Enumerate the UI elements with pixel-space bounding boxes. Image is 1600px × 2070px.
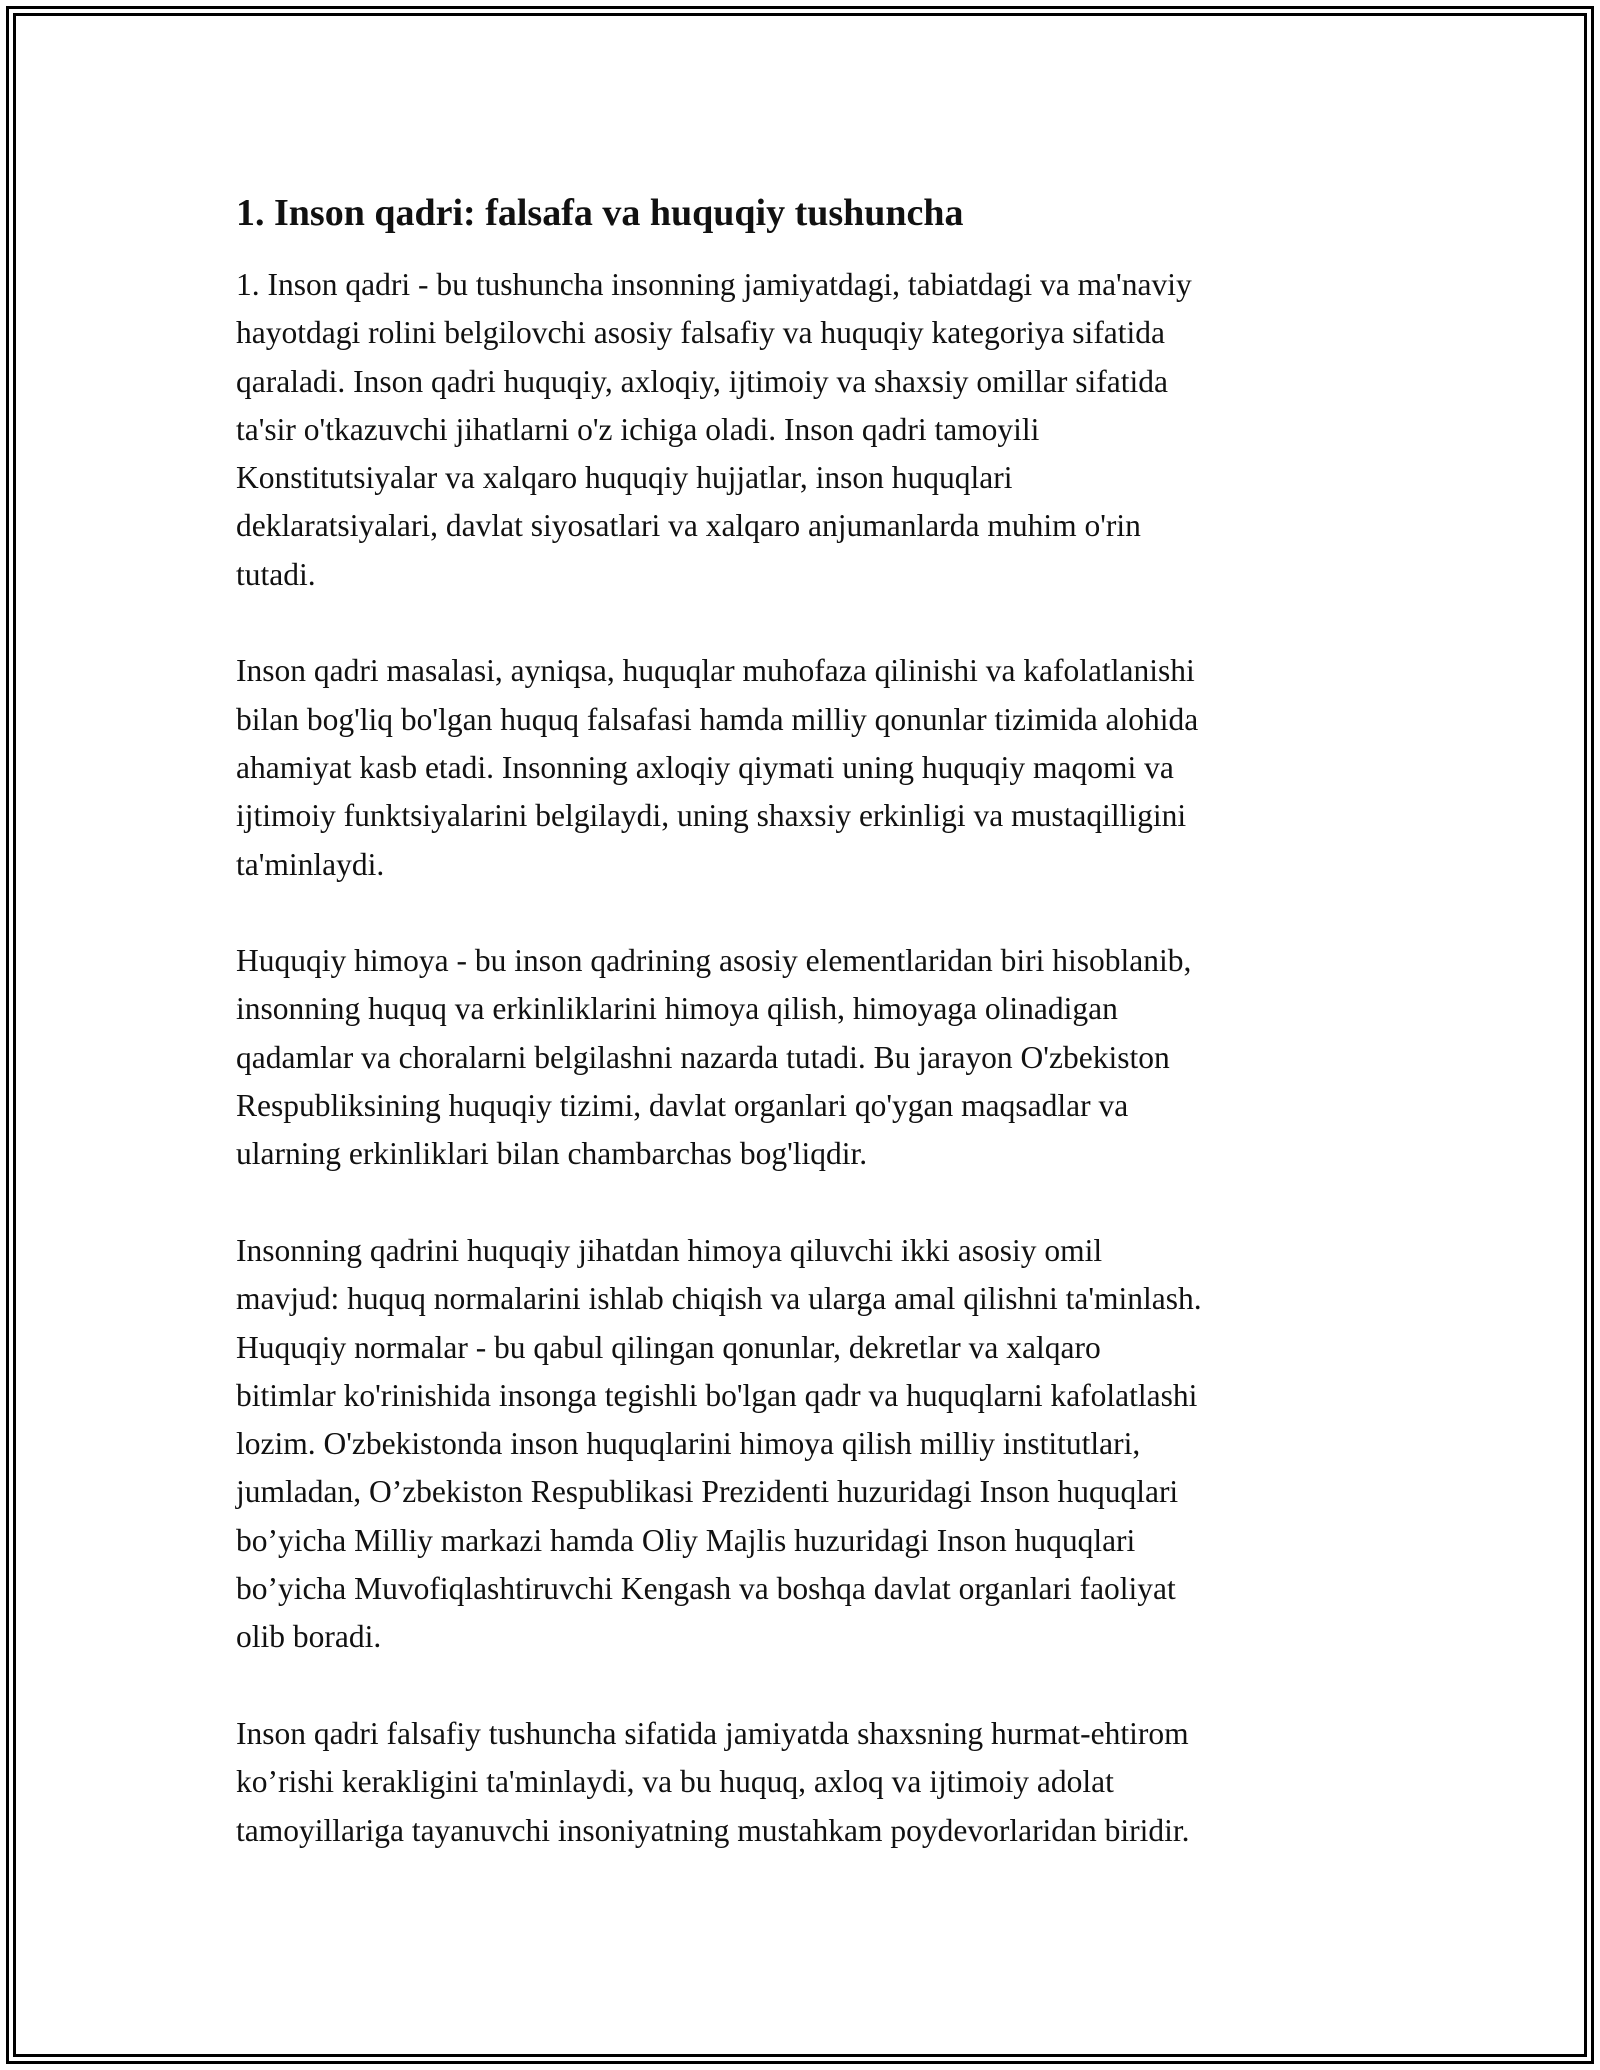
text-line: tutadi. (236, 556, 316, 592)
paragraph-5 (236, 1710, 1371, 1855)
text-line: lozim. O'zbekistonda inson huquqlarini himoya qilish milliy institutlari, (236, 1426, 1141, 1462)
text-line: Huquqiy himoya - bu inson qadrining asosiy elementlaridan biri hisoblanib, (236, 943, 1192, 979)
text-line: Respubliksining huquqiy tizimi, davlat organlari qo'ygan maqsadlar va (236, 1088, 1129, 1124)
paragraph-3 (236, 937, 1371, 1178)
text-line: 1. Inson qadri - bu tushuncha insonning jamiyatdagi, tabiatdagi va ma'naviy (236, 267, 1192, 302)
text-line: bo’yicha Muvofiqlashtiruvchi Kengash va boshqa davlat organlari faoliyat (236, 1571, 1176, 1607)
text-line: Inson qadri masalasi, ayniqsa, huquqlar muhofaza qilinishi va kafolatlanishi (236, 653, 1195, 689)
document-body (236, 187, 1371, 1855)
text-line: ko’rishi kerakligini ta'minlaydi, va bu huquq, axloq va ijtimoiy adolat (236, 1764, 1114, 1800)
text-line: qadamlar va choralarni belgilashni nazarda tutadi. Bu jarayon O'zbekiston (236, 1039, 1170, 1075)
paragraph-4 (236, 1227, 1371, 1662)
text-line: tamoyillariga tayanuvchi insoniyatning mustahkam poydevorlaridan biridir. (236, 1812, 1190, 1848)
text-line: bo’yicha Milliy markazi hamda Oliy Majlis huzuridagi Inson huquqlari (236, 1522, 1136, 1558)
text-line: deklaratsiyalari, davlat siyosatlari va xalqaro anjumanlarda muhim o'rin (236, 508, 1141, 544)
text-line: qaraladi. Inson qadri huquqiy, axloqiy, ijtimoiy va shaxsiy omillar sifatida (236, 363, 1168, 399)
text-line: ta'minlaydi. (236, 846, 385, 882)
text-line: Konstitutsiyalar va xalqaro huquqiy hujjatlar, inson huquqlari (236, 460, 1013, 496)
text-line: ta'sir o'tkazuvchi jihatlarni o'z ichiga oladi. Inson qadri tamoyili (236, 411, 1040, 447)
text-line: ularning erkinliklari bilan chambarchas bog'liqdir. (236, 1136, 868, 1172)
text-line: jumladan, O’zbekiston Respublikasi Prezidenti huzuridagi Inson huquqlari (236, 1474, 1179, 1510)
text-line: bitimlar ko'rinishida insonga tegishli bo'lgan qadr va huquqlarni kafolatlashi (236, 1377, 1198, 1413)
text-line: mavjud: huquq normalarini ishlab chiqish va ularga amal qilishni ta'minlash. (236, 1281, 1202, 1317)
text-line: Huquqiy normalar - bu qabul qilingan qonunlar, dekretlar va xalqaro (236, 1329, 1101, 1365)
text-line: Inson qadri falsafiy tushuncha sifatida jamiyatda shaxsning hurmat-ehtirom (236, 1715, 1189, 1751)
paragraph-2 (236, 647, 1371, 888)
text-line: ijtimoiy funktsiyalarini belgilaydi, uning shaxsiy erkinligi va mustaqilligini (236, 798, 1187, 834)
text-line: hayotdagi rolini belgilovchi asosiy falsafiy va huquqiy kategoriya sifatida (236, 315, 1166, 351)
text-line: insonning huquq va erkinliklarini himoya qilish, himoyaga olinadigan (236, 991, 1118, 1027)
text-line: Insonning qadrini huquqiy jihatdan himoya qiluvchi ikki asosiy omil (236, 1232, 1103, 1268)
text-line: bilan bog'liq bo'lgan huquq falsafasi hamda milliy qonunlar tizimida alohida (236, 701, 1199, 737)
paragraph-1 (236, 261, 1371, 599)
section-heading: 1. Inson qadri: falsafa va huquqiy tushuncha (236, 192, 964, 234)
text-line: ahamiyat kasb etadi. Insonning axloqiy qiymati uning huquqiy maqomi va (236, 749, 1174, 785)
text-line: olib boradi. (236, 1619, 382, 1655)
